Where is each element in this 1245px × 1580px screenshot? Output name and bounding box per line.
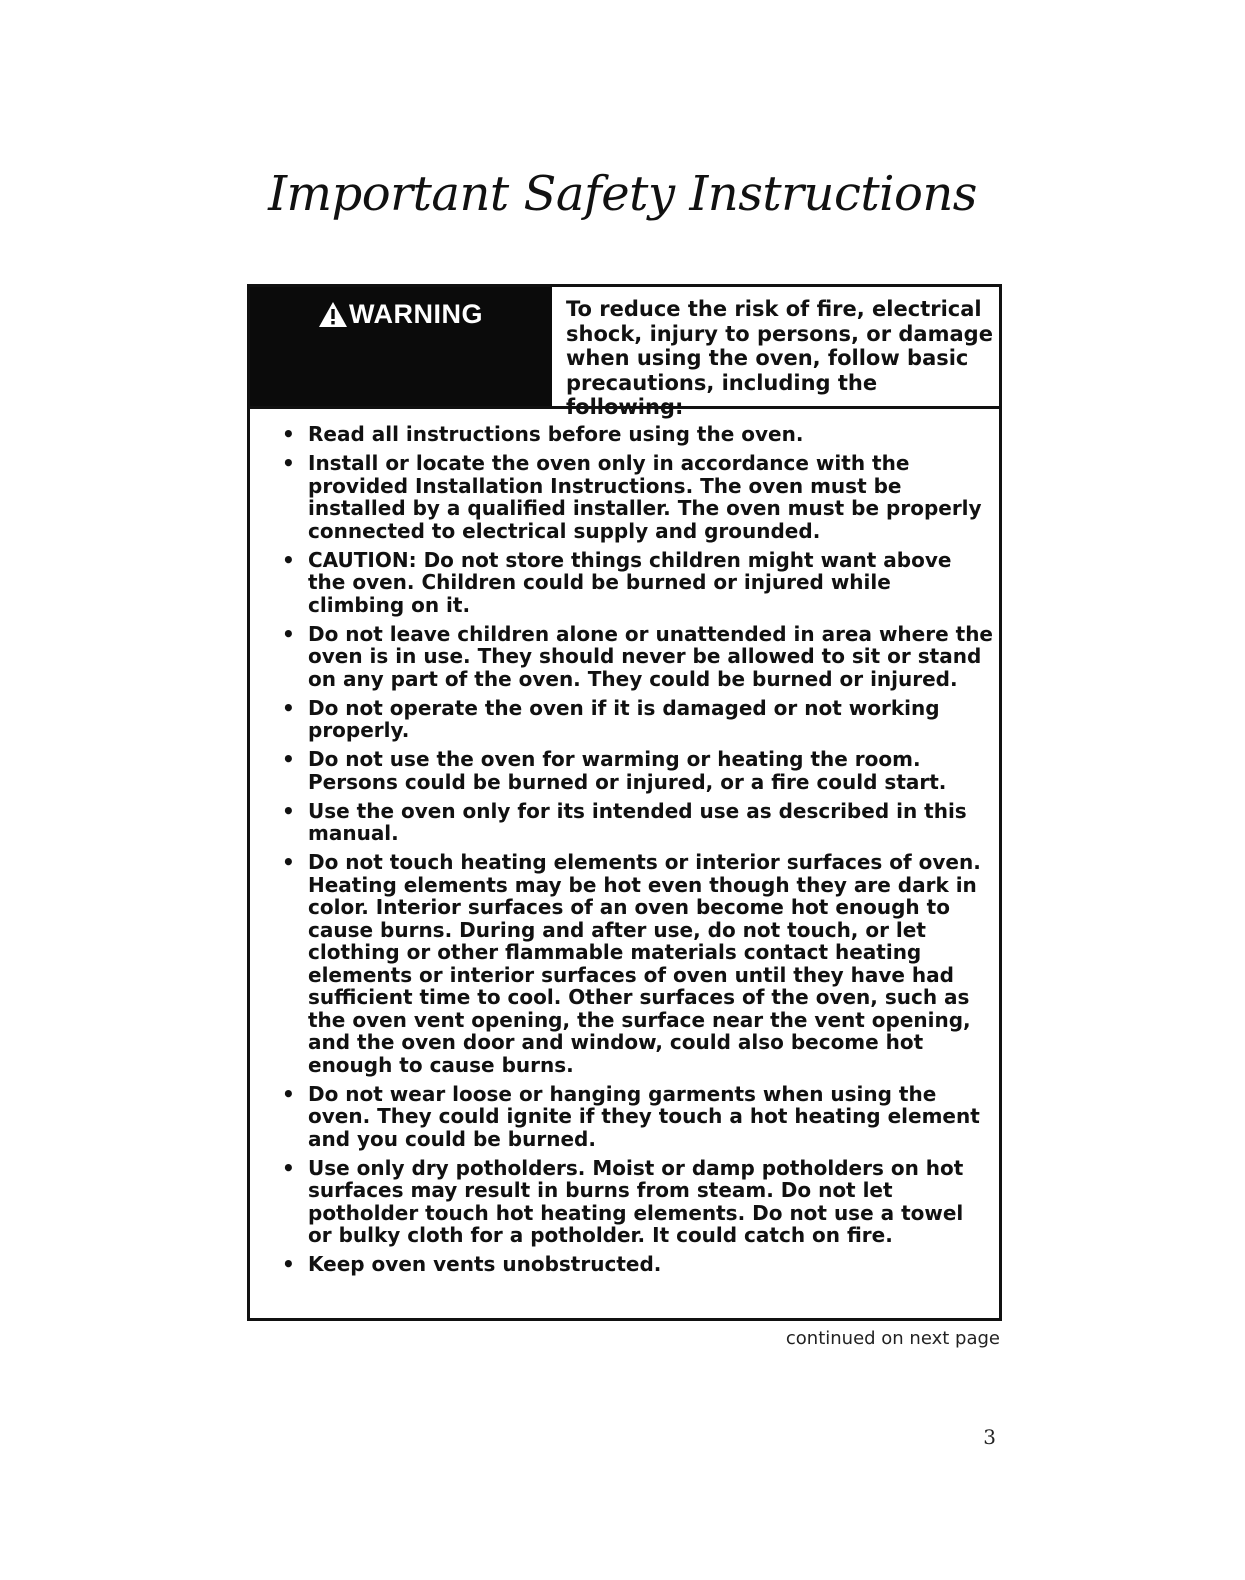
list-item-text: Do not use the oven for warming or heating the room. Persons could be burned or injured, or a fire could start. (308, 747, 947, 794)
bullet-icon: • (282, 1081, 295, 1106)
list-item (250, 549, 999, 617)
continued-note: continued on next page (785, 1328, 1000, 1349)
list-item (250, 697, 999, 742)
bullet-icon: • (282, 798, 295, 823)
bullet-icon: • (282, 1155, 295, 1180)
warning-intro: To reduce the risk of fire, electrical shock, injury to persons, or damage when using the oven, follow basic precautions, including the following: (566, 297, 993, 419)
list-item (250, 423, 999, 446)
list-item-text: Read all instructions before using the oven. (308, 422, 804, 446)
warning-header (250, 287, 999, 419)
list-item (250, 748, 999, 793)
precautions-list (250, 423, 999, 1282)
list-item-text: Install or locate the oven only in accordance with the provided Installation Instructions. The oven must be installed by a qualified installer. The oven must be properly connected to electrical supply and grounded. (308, 451, 982, 543)
list-item (250, 452, 999, 542)
list-item-text: Do not leave children alone or unattended in area where the oven is in use. They should never be allowed to sit or stand on any part of the oven. They could be burned or injured. (308, 621, 993, 691)
page-title: Important Safety Instructions (268, 166, 977, 222)
warning-label-text: WARNING (349, 299, 483, 329)
bullet-icon: • (282, 850, 295, 874)
bullet-icon: • (282, 695, 295, 720)
list-item (250, 1157, 999, 1247)
list-item-text: Use only dry potholders. Moist or damp potholders on hot surfaces may result in burns from steam. Do not let potholder touch hot heating elements. Do not use a towel or bulky cloth for a potholder. It could catch on fire. (308, 1155, 964, 1247)
bullet-icon: • (282, 422, 295, 446)
warning-triangle-icon (318, 301, 348, 328)
list-item-text: Keep oven vents unobstructed. (308, 1252, 662, 1276)
list-item (250, 800, 999, 845)
list-item (250, 623, 999, 691)
list-item (250, 851, 999, 1076)
bullet-icon: • (282, 1252, 295, 1276)
warning-label-panel (250, 287, 552, 406)
page-number: 3 (983, 1425, 996, 1449)
list-item-text: Do not wear loose or hanging garments when using the oven. They could ignite if they touch a hot heating element and you could be burned. (308, 1081, 980, 1151)
bullet-icon: • (282, 747, 295, 771)
list-item-text: Do not operate the oven if it is damaged or not working properly. (308, 695, 940, 742)
list-item-text: CAUTION: Do not store things children might want above the oven. Children could be burned or injured while climbing on it. (308, 547, 952, 617)
bullet-icon: • (282, 547, 295, 572)
bullet-icon: • (282, 621, 295, 646)
bullet-icon: • (282, 451, 295, 475)
list-item (250, 1253, 999, 1276)
list-item-text: Do not touch heating elements or interior surfaces of oven. Heating elements may be hot even though they are dark in color. Interior surfaces of an oven become hot enough to cause burns. During and after use, do not touch, or let clothing or other flammable materials contact heating elements or interior surfaces of oven until they have had sufficient time to cool. Other surfaces of the oven, such as the oven vent opening, the surface near the vent opening, and the oven door and window, could also become hot enough to cause burns. (308, 850, 981, 1077)
list-item-text: Use the oven only for its intended use as described in this manual. (308, 798, 967, 845)
warning-label (318, 299, 483, 330)
list-item (250, 1083, 999, 1151)
warning-box (247, 284, 1002, 1321)
